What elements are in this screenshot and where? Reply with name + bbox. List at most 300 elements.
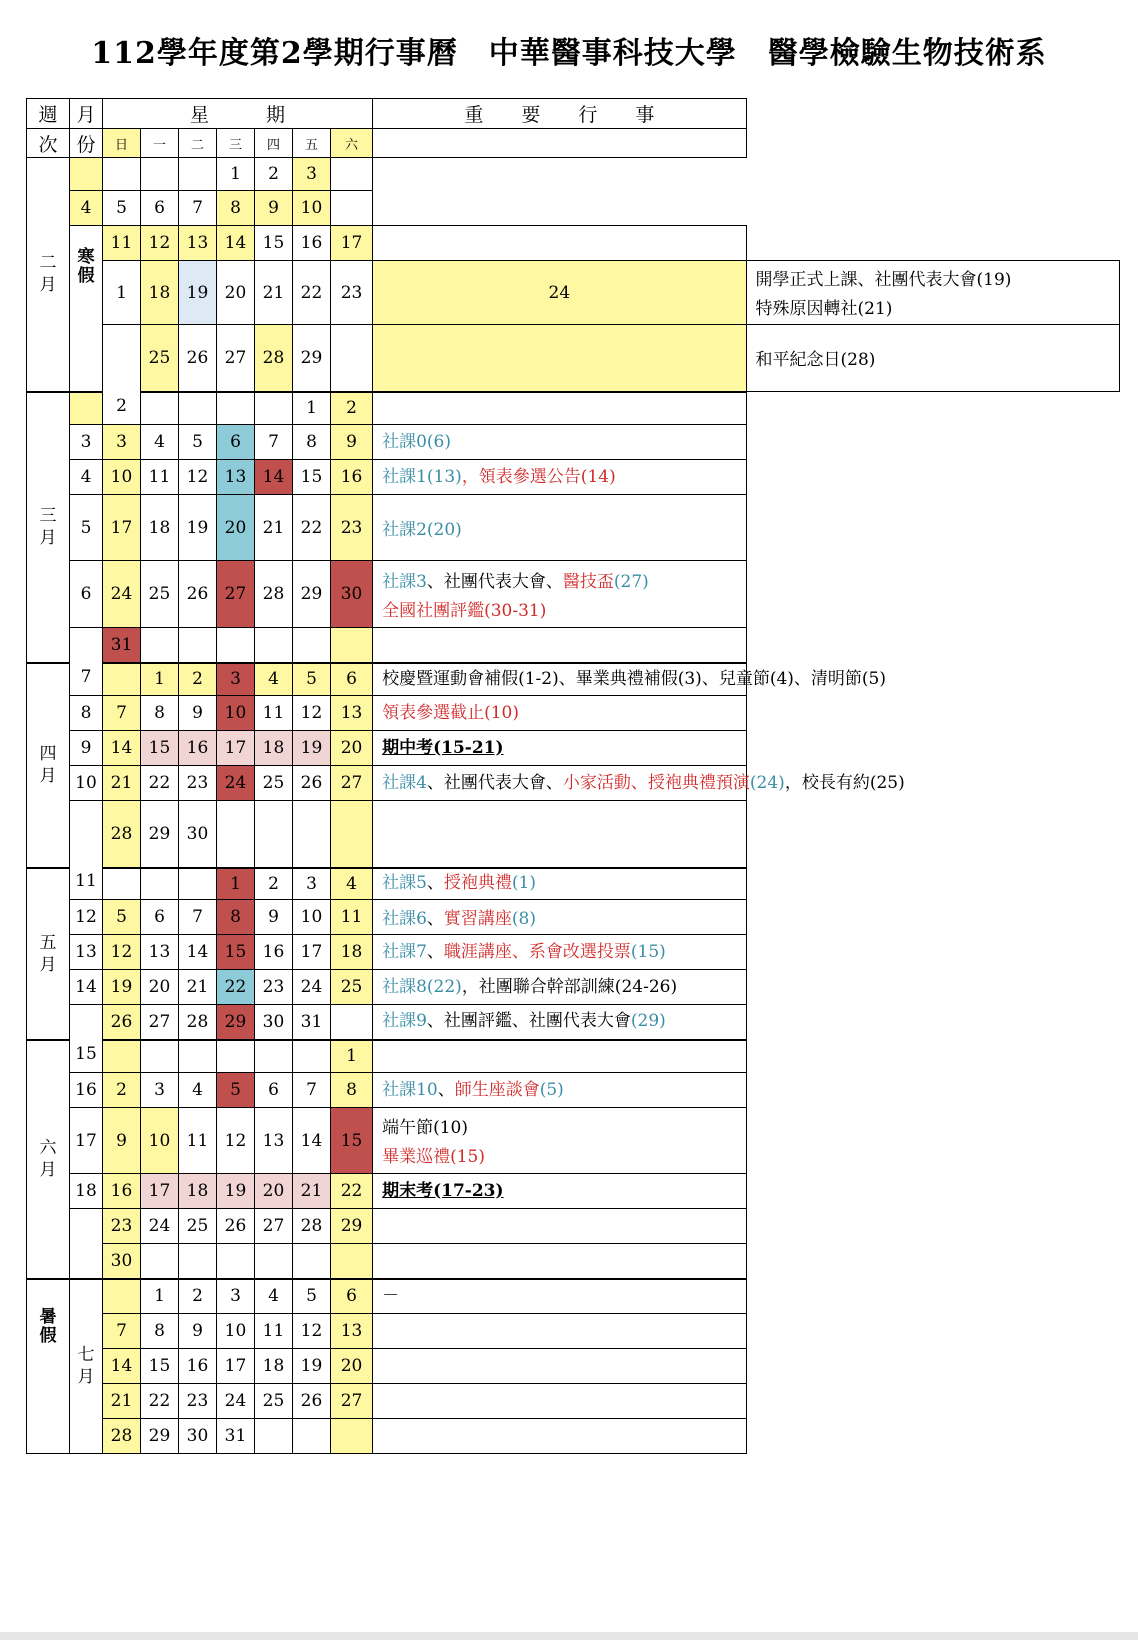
- day-cell-mon: 18: [141, 495, 179, 561]
- calendar-row: [27, 1384, 1120, 1419]
- event-cell: [373, 495, 746, 561]
- calendar-row: [27, 158, 1120, 191]
- calendar-row: [27, 392, 1120, 425]
- week-number: 11: [70, 801, 103, 900]
- day-cell-tue: 7: [179, 900, 217, 935]
- day-cell-mon: [141, 868, 179, 900]
- day-cell-thu: 18: [255, 1349, 293, 1384]
- event-line: 社課6、實習講座(8): [382, 909, 537, 929]
- day-cell-wed: [217, 628, 255, 663]
- day-cell-wed: 10: [217, 696, 255, 731]
- day-cell-tue: 12: [179, 460, 217, 495]
- week-number: 2: [103, 325, 141, 425]
- day-cell-wed: 5: [217, 1073, 255, 1108]
- day-cell-thu: 18: [255, 731, 293, 766]
- week-header: 週: [27, 99, 70, 129]
- day-cell-sat: 22: [331, 1174, 373, 1209]
- day-cell-fri: 12: [293, 696, 331, 731]
- day-cell-mon: 1: [141, 663, 179, 696]
- day-cell-sun: 4: [70, 191, 103, 226]
- day-cell-tue: 28: [179, 1005, 217, 1040]
- day-cell-sat: 2: [331, 392, 373, 425]
- day-cell-sun: 24: [103, 561, 141, 628]
- day-cell-sun: 23: [103, 1209, 141, 1244]
- day-cell-tue: 30: [179, 1419, 217, 1454]
- day-cell-sun: 31: [103, 628, 141, 663]
- event-cell: [373, 766, 905, 801]
- day-cell-fri: [293, 628, 331, 663]
- day-cell-sun: 7: [103, 696, 141, 731]
- day-cell-tue: [179, 1040, 217, 1073]
- day-cell-mon: 12: [141, 226, 179, 261]
- day-cell-wed: 13: [217, 460, 255, 495]
- day-cell-sat: 13: [331, 696, 373, 731]
- day-cell-tue: 4: [179, 1073, 217, 1108]
- day-cell-tue: 2: [179, 663, 217, 696]
- day-cell-fri: 12: [293, 1314, 331, 1349]
- day-cell-thu: 9: [255, 900, 293, 935]
- event-cell: [373, 1073, 746, 1108]
- week-number: 14: [70, 970, 103, 1005]
- day-cell-mon: 13: [141, 935, 179, 970]
- day-cell-thu: 29: [293, 325, 331, 392]
- event-cell: [373, 460, 746, 495]
- day-cell-sat: 1: [331, 1040, 373, 1073]
- event-cell: [746, 325, 1119, 392]
- day-cell-sun: 18: [141, 261, 179, 325]
- day-cell-wed: 31: [217, 1419, 255, 1454]
- day-cell-tue: 18: [179, 1174, 217, 1209]
- event-line: －: [382, 1285, 400, 1306]
- event-line: 和平紀念日(28): [755, 350, 876, 370]
- day-cell-thu: 15: [255, 226, 293, 261]
- day-name-mon: 一: [141, 129, 179, 158]
- day-cell-sat: 8: [331, 1073, 373, 1108]
- day-cell-thu: 25: [255, 766, 293, 801]
- calendar-row: [27, 1209, 1120, 1244]
- day-cell-sat: 20: [331, 1349, 373, 1384]
- day-cell-sat: 15: [331, 1108, 373, 1174]
- day-cell-thu: 30: [255, 1005, 293, 1040]
- week-number: 6: [70, 561, 103, 628]
- day-cell-sat: 25: [331, 970, 373, 1005]
- day-cell-tue: 2: [179, 1279, 217, 1314]
- day-cell-thu: 14: [255, 460, 293, 495]
- day-cell-mon: [141, 1040, 179, 1073]
- day-cell-fri: 3: [293, 868, 331, 900]
- day-cell-wed: 20: [217, 495, 255, 561]
- calendar-row: [27, 935, 1120, 970]
- day-cell-thu: 20: [255, 1174, 293, 1209]
- day-cell-sun: [70, 158, 103, 191]
- day-cell-sat: [331, 1005, 373, 1040]
- day-cell-mon: 27: [141, 1005, 179, 1040]
- day-cell-tue: 6: [141, 191, 179, 226]
- day-cell-sat: 20: [331, 731, 373, 766]
- day-cell-wed: 10: [217, 1314, 255, 1349]
- day-cell-fri: 2: [255, 158, 293, 191]
- day-cell-wed: 6: [217, 425, 255, 460]
- day-cell-mon: 20: [141, 970, 179, 1005]
- day-cell-mon: 19: [179, 261, 217, 325]
- month-header-2: 份: [70, 129, 103, 158]
- event-line: 社課3、社團代表大會、醫技盃(27): [382, 571, 649, 592]
- day-cell-thu: 11: [255, 696, 293, 731]
- day-cell-fri: 26: [293, 1384, 331, 1419]
- day-cell-sun: 7: [103, 1314, 141, 1349]
- event-cell: [373, 1349, 746, 1384]
- calendar-row: [27, 731, 1120, 766]
- day-cell-sat: 27: [331, 1384, 373, 1419]
- day-cell-wed: 26: [217, 1209, 255, 1244]
- event-cell: [373, 1040, 746, 1073]
- week-number: 10: [70, 766, 103, 801]
- day-cell-thu: 11: [255, 1314, 293, 1349]
- day-cell-tue: 23: [179, 766, 217, 801]
- calendar-row: [27, 1073, 1120, 1108]
- event-cell: [373, 801, 746, 868]
- day-cell-thu: [255, 801, 293, 868]
- day-cell-sat: 29: [331, 1209, 373, 1244]
- day-cell-mon: 24: [141, 1209, 179, 1244]
- day-cell-thu: [255, 628, 293, 663]
- day-cell-thu: 2: [255, 868, 293, 900]
- day-cell-tue: 14: [179, 935, 217, 970]
- calendar-row: [27, 1108, 1120, 1174]
- day-cell-sun: [103, 663, 141, 696]
- calendar-row: [27, 1349, 1120, 1384]
- event-cell: [746, 261, 1119, 325]
- day-cell-wed: 17: [217, 1349, 255, 1384]
- event-cell: [373, 1209, 746, 1244]
- day-cell-sun: 9: [103, 1108, 141, 1174]
- day-cell-sat: 30: [331, 561, 373, 628]
- day-cell-fri: 29: [293, 561, 331, 628]
- event-cell: [331, 158, 373, 191]
- event-cell: [331, 191, 373, 226]
- page-title: 112學年度第2學期行事曆 中華醫事科技大學 醫學檢驗生物技術系: [91, 36, 1047, 71]
- day-cell-sat: [373, 325, 746, 392]
- day-cell-wed: 29: [217, 1005, 255, 1040]
- day-cell-mon: 11: [141, 460, 179, 495]
- day-cell-wed: 24: [217, 766, 255, 801]
- event-line: 社課8(22)，社團聯合幹部訓練(24-26): [382, 976, 678, 997]
- day-cell-thu: 6: [255, 1073, 293, 1108]
- day-cell-wed: 3: [217, 663, 255, 696]
- day-cell-fri: 9: [255, 191, 293, 226]
- bottom-bar: [0, 1632, 1138, 1640]
- day-cell-sun: 28: [103, 1419, 141, 1454]
- day-cell-fri: 22: [293, 495, 331, 561]
- week-number: 5: [70, 495, 103, 561]
- day-cell-tue: 11: [179, 1108, 217, 1174]
- calendar-row: [27, 1279, 1120, 1314]
- calendar-row: [27, 191, 1120, 226]
- day-cell-wed: 27: [217, 561, 255, 628]
- calendar-row: [27, 226, 1120, 261]
- event-cell: [373, 561, 746, 628]
- day-cell-sat: [331, 801, 373, 868]
- week-number: 1: [103, 261, 141, 325]
- day-cell-thu: 23: [255, 970, 293, 1005]
- day-cell-tue: 13: [179, 226, 217, 261]
- calendar-row: [27, 1005, 1120, 1040]
- event-line: 社課9、社團評鑑、社團代表大會(29): [382, 1011, 666, 1032]
- summer-vacation-label: 暑 假: [27, 1279, 70, 1454]
- day-cell-sun: 14: [103, 1349, 141, 1384]
- event-line: 領表參選截止(10): [382, 702, 519, 723]
- event-cell: [373, 392, 746, 425]
- week-number: 16: [70, 1073, 103, 1108]
- day-cell-thu: 4: [255, 663, 293, 696]
- event-cell: [373, 425, 746, 460]
- day-cell-wed: 22: [217, 970, 255, 1005]
- day-cell-wed: 7: [179, 191, 217, 226]
- day-cell-mon: [141, 392, 179, 425]
- day-cell-tue: 23: [179, 1384, 217, 1419]
- day-cell-wed: 24: [217, 1384, 255, 1419]
- day-cell-sat: 10: [293, 191, 331, 226]
- event-line: 期末考(17-23): [382, 1180, 504, 1201]
- day-cell-wed: 8: [217, 900, 255, 935]
- day-cell-wed: [217, 392, 255, 425]
- day-cell-thu: 27: [255, 1209, 293, 1244]
- day-cell-tue: 19: [179, 495, 217, 561]
- day-cell-thu: 25: [255, 1384, 293, 1419]
- week-number: 13: [70, 935, 103, 970]
- day-cell-tue: 16: [179, 731, 217, 766]
- month-label-jul: 七 月: [70, 1279, 103, 1454]
- event-line: 開學正式上課、社團代表大會(19): [755, 270, 1012, 290]
- day-cell-fri: [293, 1244, 331, 1279]
- day-cell-mon: 5: [103, 191, 141, 226]
- day-cell-sat: 3: [293, 158, 331, 191]
- day-cell-sun: 21: [103, 1384, 141, 1419]
- day-cell-fri: 15: [293, 460, 331, 495]
- day-cell-sat: [331, 628, 373, 663]
- event-cell: [373, 1005, 746, 1040]
- calendar-row: [27, 1174, 1120, 1209]
- day-cell-fri: 28: [293, 1209, 331, 1244]
- day-cell-tue: 5: [179, 425, 217, 460]
- day-name-sat: 六: [331, 129, 373, 158]
- event-line: 端午節(10): [382, 1118, 468, 1138]
- day-cell-fri: 17: [293, 935, 331, 970]
- day-cell-thu: 28: [255, 561, 293, 628]
- day-cell-sun: [103, 1279, 141, 1314]
- day-cell-fri: 21: [293, 1174, 331, 1209]
- day-cell-mon: 1: [141, 1279, 179, 1314]
- week-number: 3: [70, 425, 103, 460]
- events-header-blank: [373, 129, 746, 158]
- event-line: 社課10、師生座談會(5): [382, 1079, 564, 1100]
- day-cell-mon: [103, 158, 141, 191]
- day-cell-sat: 6: [331, 1279, 373, 1314]
- month-label-mar: 三 月: [27, 392, 70, 663]
- day-cell-tue: 9: [179, 696, 217, 731]
- day-cell-thu: [255, 1040, 293, 1073]
- calendar-row: [27, 663, 1120, 696]
- day-cell-fri: 19: [293, 1349, 331, 1384]
- day-cell-sat: 16: [331, 460, 373, 495]
- day-cell-sat: 11: [331, 900, 373, 935]
- month-label-jun: 六 月: [27, 1040, 70, 1279]
- day-cell-sun: 14: [103, 731, 141, 766]
- calendar-row: [27, 561, 1120, 628]
- day-cell-fri: [293, 1419, 331, 1454]
- event-cell: [373, 1174, 746, 1209]
- event-line: 校慶暨運動會補假(1-2)、畢業典禮補假(3)、兒童節(4)、清明節(5): [382, 668, 886, 689]
- day-cell-sun: 28: [103, 801, 141, 868]
- day-cell-sun: 21: [103, 766, 141, 801]
- day-cell-fri: 7: [293, 1073, 331, 1108]
- calendar-row: [27, 766, 1120, 801]
- day-cell-mon: [141, 1244, 179, 1279]
- event-line: 社課4、社團代表大會、小家活動、授袍典禮預演(24)，校長有約(25): [382, 772, 905, 793]
- month-label-feb: 二 月: [27, 158, 70, 392]
- day-cell-mon: 8: [141, 696, 179, 731]
- week-cell-empty: [70, 1209, 103, 1279]
- day-cell-fri: 24: [293, 970, 331, 1005]
- calendar-row: [27, 696, 1120, 731]
- calendar-row: [27, 425, 1120, 460]
- day-cell-sun: 3: [103, 425, 141, 460]
- day-cell-mon: 22: [141, 1384, 179, 1419]
- day-cell-sun: 5: [103, 900, 141, 935]
- day-cell-thu: 16: [255, 935, 293, 970]
- month-label-may: 五 月: [27, 868, 70, 1040]
- day-cell-wed: 19: [217, 1174, 255, 1209]
- event-cell: [373, 696, 746, 731]
- day-name-wed: 三: [217, 129, 255, 158]
- week-number: 9: [70, 731, 103, 766]
- day-cell-sun: 17: [103, 495, 141, 561]
- day-cell-sat: 18: [331, 935, 373, 970]
- day-cell-tue: 16: [179, 1349, 217, 1384]
- day-cell-fri: 10: [293, 900, 331, 935]
- day-cell-sun: 19: [103, 970, 141, 1005]
- day-cell-fri: [293, 1040, 331, 1073]
- day-cell-wed: 17: [217, 731, 255, 766]
- week-number: 15: [70, 1005, 103, 1073]
- day-cell-sun: 11: [103, 226, 141, 261]
- day-cell-fri: 26: [293, 766, 331, 801]
- week-number: 7: [70, 628, 103, 696]
- event-cell: [373, 731, 746, 766]
- day-cell-mon: 6: [141, 900, 179, 935]
- day-cell-fri: 5: [293, 663, 331, 696]
- day-cell-sat: 13: [331, 1314, 373, 1349]
- calendar-row: [27, 325, 1120, 392]
- event-line: 社課1(13)，領表參選公告(14): [382, 466, 616, 487]
- day-cell-tue: 25: [179, 1209, 217, 1244]
- day-cell-sat: [331, 1244, 373, 1279]
- day-cell-tue: 30: [179, 801, 217, 868]
- day-name-fri: 五: [293, 129, 331, 158]
- day-cell-sat: 23: [331, 495, 373, 561]
- day-cell-sun: 25: [141, 325, 179, 392]
- weekday-group-header: 星 期: [103, 99, 373, 129]
- event-line: 全國社團評鑑(30-31): [382, 600, 547, 621]
- day-cell-mon: 3: [141, 1073, 179, 1108]
- day-cell-fri: 14: [293, 1108, 331, 1174]
- day-cell-tue: 26: [179, 561, 217, 628]
- day-cell-thu: 1: [217, 158, 255, 191]
- day-cell-fri: 19: [293, 731, 331, 766]
- day-cell-mon: [141, 628, 179, 663]
- event-line: 畢業巡禮(15): [382, 1147, 485, 1167]
- day-cell-fri: [293, 801, 331, 868]
- calendar-row: [27, 900, 1120, 935]
- day-cell-mon: 22: [141, 766, 179, 801]
- day-cell-sun: 16: [103, 1174, 141, 1209]
- day-cell-sun: [103, 1040, 141, 1073]
- day-cell-thu: [255, 392, 293, 425]
- event-cell: [373, 226, 746, 261]
- day-cell-sat: 27: [331, 766, 373, 801]
- day-cell-sun: 30: [103, 1244, 141, 1279]
- event-cell: [373, 663, 886, 696]
- day-cell-fri: 23: [331, 261, 373, 325]
- day-cell-mon: 26: [179, 325, 217, 392]
- event-cell: [373, 935, 746, 970]
- day-cell-sat: 6: [331, 663, 373, 696]
- day-cell-tue: 9: [179, 1314, 217, 1349]
- day-cell-thu: 4: [255, 1279, 293, 1314]
- day-cell-tue: [179, 392, 217, 425]
- day-cell-sun: 12: [103, 935, 141, 970]
- day-cell-tue: 20: [217, 261, 255, 325]
- week-number: 17: [70, 1108, 103, 1174]
- day-cell-mon: 15: [141, 1349, 179, 1384]
- event-line: 社課5、授袍典禮(1): [382, 873, 537, 894]
- day-cell-sat: 17: [331, 226, 373, 261]
- day-cell-mon: 8: [141, 1314, 179, 1349]
- day-cell-wed: 14: [217, 226, 255, 261]
- day-cell-mon: 4: [141, 425, 179, 460]
- day-cell-fri: 5: [293, 1279, 331, 1314]
- week-number: 4: [70, 460, 103, 495]
- day-cell-mon: 15: [141, 731, 179, 766]
- day-cell-sat: 4: [331, 868, 373, 900]
- event-cell: [373, 1314, 746, 1349]
- day-cell-wed: 1: [217, 868, 255, 900]
- day-cell-mon: 29: [141, 1419, 179, 1454]
- day-cell-sat: 24: [373, 261, 746, 325]
- calendar-row: [27, 1040, 1120, 1073]
- event-cell: [373, 970, 746, 1005]
- day-cell-sun: 26: [103, 1005, 141, 1040]
- day-cell-thu: 13: [255, 1108, 293, 1174]
- day-cell-sun: [103, 868, 141, 900]
- day-cell-wed: [217, 1040, 255, 1073]
- day-cell-wed: [217, 801, 255, 868]
- month-header: 月: [70, 99, 103, 129]
- event-line: 社課0(6): [382, 431, 451, 452]
- day-cell-sun: [70, 392, 103, 425]
- day-cell-thu: 22: [293, 261, 331, 325]
- day-cell-thu: [255, 1419, 293, 1454]
- day-cell-sat: 9: [331, 425, 373, 460]
- calendar-row: [27, 970, 1120, 1005]
- week-number: 18: [70, 1174, 103, 1209]
- day-cell-mon: 29: [141, 801, 179, 868]
- day-name-sun: 日: [103, 129, 141, 158]
- day-cell-wed: 21: [255, 261, 293, 325]
- day-cell-wed: 12: [217, 1108, 255, 1174]
- calendar-row: [27, 495, 1120, 561]
- event-cell: [373, 1244, 746, 1279]
